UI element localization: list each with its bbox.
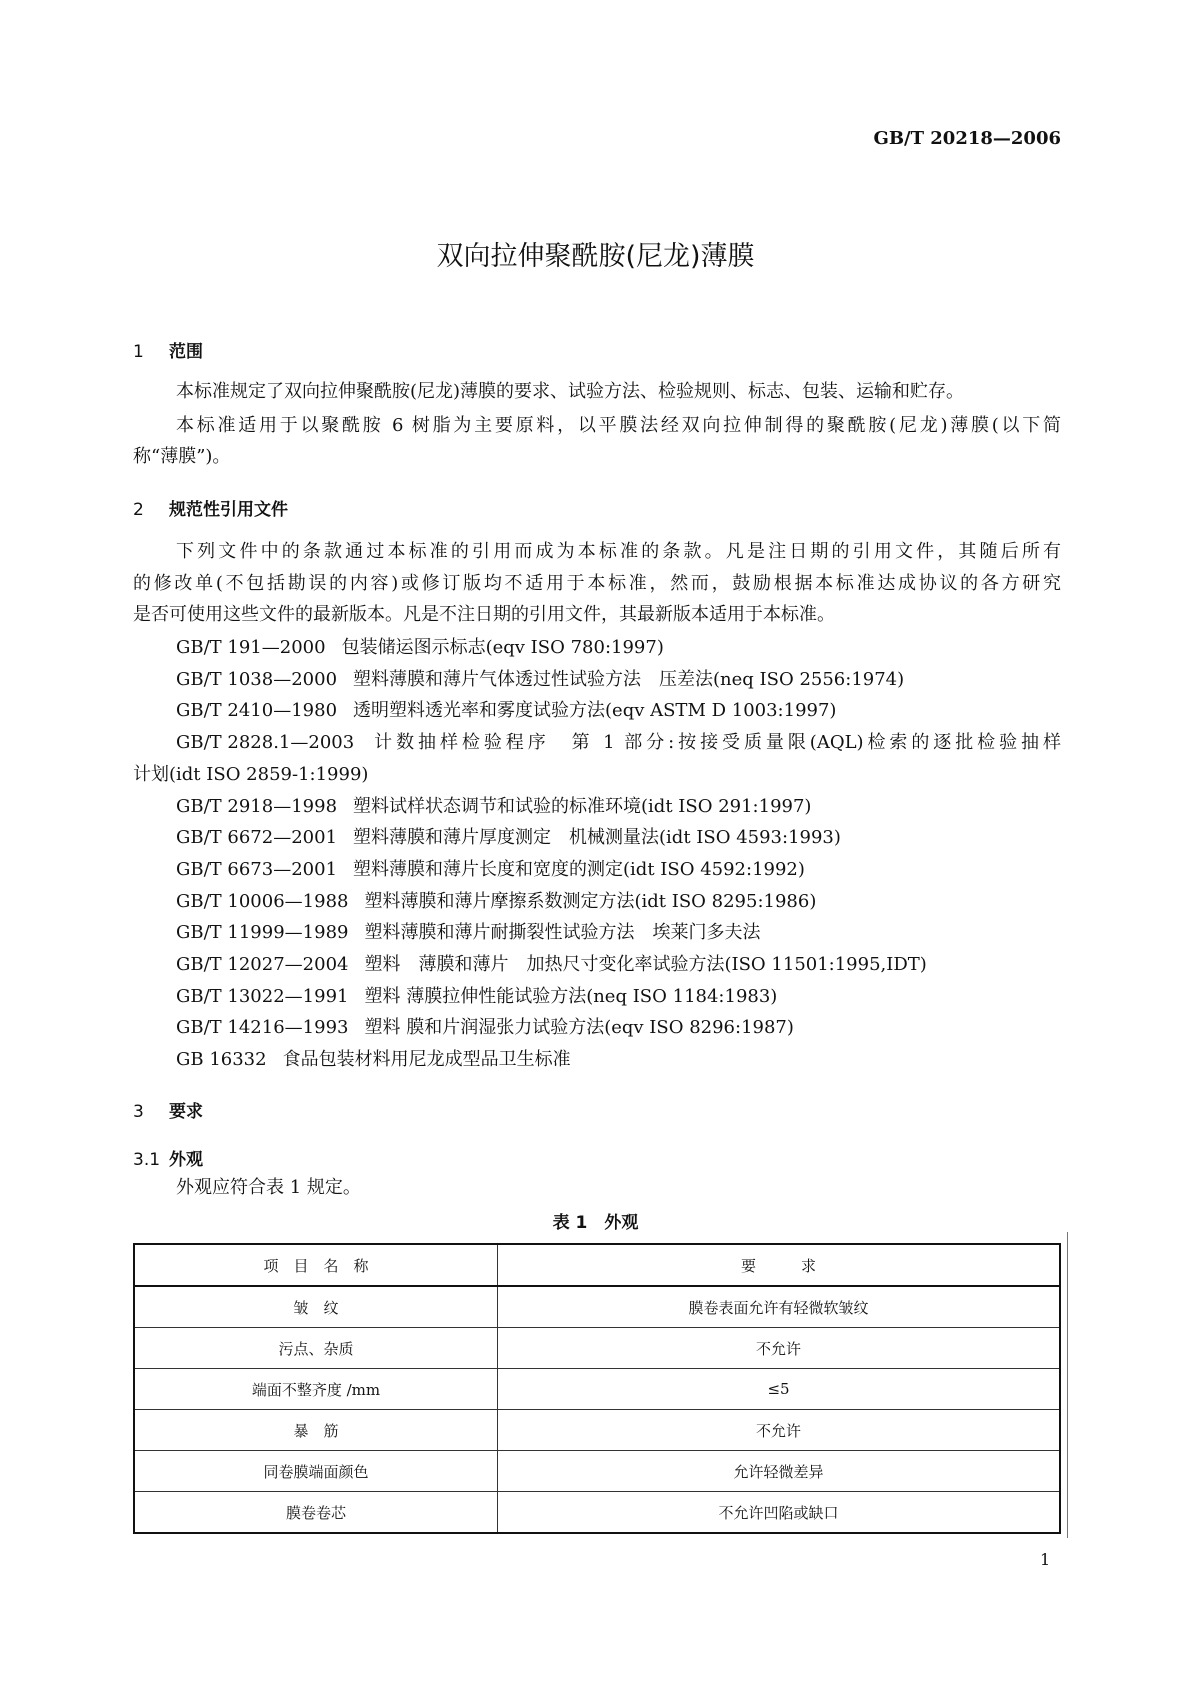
reference-title: 塑料薄膜和薄片长度和宽度的测定(idt ISO 4592:1992) [353, 858, 805, 880]
item-name: 皱 纹 [134, 1286, 498, 1328]
requirement: 膜卷表面允许有轻微软皱纹 [498, 1286, 1061, 1328]
reference-title: 包装储运图示标志(eqv ISO 780:1997) [341, 637, 664, 658]
reference-code: GB/T 6673—2001 [176, 858, 338, 880]
paragraph: 本标准规定了双向拉伸聚酰胺(尼龙)薄膜的要求、试验方法、检验规则、标志、包装、运输和贮存。 [176, 381, 965, 402]
table-caption: 表 1 外观 [552, 1213, 639, 1233]
column-header: 要 求 [498, 1244, 1061, 1286]
section-title: 范围 [169, 342, 203, 362]
reference-title: 透明塑料透光率和雾度试验方法(eqv ASTM D 1003:1997) [353, 700, 837, 722]
document-title: 双向拉伸聚酰胺(尼龙)薄膜 [436, 241, 755, 272]
requirement: ≤5 [498, 1369, 1061, 1410]
paragraph-line: 称“薄膜”)。 [133, 446, 231, 467]
table-row [134, 1451, 1060, 1492]
item-name: 端面不整齐度 /mm [134, 1369, 498, 1410]
table-row [134, 1492, 1060, 1534]
requirement: 不允许 [498, 1410, 1061, 1451]
reference-item [176, 636, 1061, 660]
reference-item [176, 858, 1061, 882]
reference-title: 塑料薄膜和薄片耐撕裂性试验方法 埃莱门多夫法 [364, 922, 761, 944]
requirement: 不允许凹陷或缺口 [498, 1492, 1061, 1534]
reference-item [176, 1016, 1061, 1040]
page-number: 1 [1040, 1550, 1051, 1569]
reference-title: 塑料薄膜和薄片气体透过性试验方法 压差法(neq ISO 2556:1974) [353, 668, 905, 690]
paragraph-line: 下列文件中的条款通过本标准的引用而成为本标准的条款。凡是注日期的引用文件，其随后所有 [176, 541, 1061, 562]
table-row [134, 1410, 1060, 1451]
standard-number: GB/T 20218—2006 [873, 128, 1061, 149]
section-title: 规范性引用文件 [169, 500, 288, 520]
section-1-heading [133, 337, 203, 362]
reference-title: 塑料薄膜和薄片厚度测定 机械测量法(idt ISO 4593:1993) [353, 827, 841, 849]
paragraph-line: 本标准适用于以聚酰胺 6 树脂为主要原料，以平膜法经双向拉伸制得的聚酰胺(尼龙)薄膜(以下简 [176, 415, 1061, 436]
appearance-table [133, 1243, 1061, 1534]
reference-code: GB/T 11999—1989 [176, 922, 349, 944]
table-row [134, 1369, 1060, 1410]
section-3-1-heading [133, 1145, 203, 1170]
table-row [134, 1328, 1060, 1369]
reference-item [176, 953, 1061, 977]
paragraph-line: 的修改单(不包括勘误的内容)或修订版均不适用于本标准，然而，鼓励根据本标准达成协议的各方研究 [133, 573, 1061, 594]
table-row [134, 1286, 1060, 1328]
reference-code: GB/T 13022—1991 [176, 985, 349, 1007]
reference-code: GB/T 14216—1993 [176, 1017, 349, 1039]
reference-code: GB 16332 [176, 1049, 267, 1071]
requirement: 允许轻微差异 [498, 1451, 1061, 1492]
item-name: 膜卷卷芯 [134, 1492, 498, 1534]
section-number: 1 [133, 342, 144, 362]
reference-title: 塑料 薄膜和薄片 加热尺寸变化率试验方法(ISO 11501:1995,IDT) [364, 954, 927, 975]
section-title: 要求 [169, 1102, 203, 1122]
reference-continuation: 计划(idt ISO 2859-1:1999) [133, 763, 369, 785]
reference-title: 塑料 薄膜拉伸性能试验方法(neq ISO 1184:1983) [364, 985, 778, 1007]
reference-title: 食品包装材料用尼龙成型品卫生标准 [282, 1049, 571, 1071]
item-name: 暴 筋 [134, 1410, 498, 1451]
reference-code: GB/T 1038—2000 [176, 668, 338, 690]
reference-item [176, 921, 1061, 945]
table-header-row [134, 1244, 1060, 1286]
reference-code: GB/T 2918—1998 [176, 795, 338, 817]
reference-title: 塑料薄膜和薄片摩擦系数测定方法(idt ISO 8295:1986) [364, 890, 817, 912]
reference-code: GB/T 6672—2001 [176, 827, 338, 849]
reference-title: 塑料试样状态调节和试验的标准环境(idt ISO 291:1997) [353, 795, 812, 817]
reference-code: GB/T 12027—2004 [176, 954, 349, 975]
column-header: 项 目 名 称 [134, 1244, 498, 1286]
reference-code: GB/T 2410—1980 [176, 700, 338, 722]
reference-item [176, 890, 1061, 914]
section-number: 3 [133, 1102, 144, 1122]
paragraph: 外观应符合表 1 规定。 [176, 1177, 361, 1198]
section-title: 外观 [169, 1150, 203, 1170]
margin-line [1067, 1232, 1068, 1538]
reference-code: GB/T 2828.1—2003 [176, 732, 355, 754]
item-name: 同卷膜端面颜色 [134, 1451, 498, 1492]
reference-item [176, 826, 1061, 850]
requirement: 不允许 [498, 1328, 1061, 1369]
reference-item [176, 795, 1061, 819]
section-3-heading [133, 1097, 203, 1122]
reference-item [176, 668, 1061, 692]
reference-item [176, 1048, 1061, 1072]
reference-title: 计数抽样检验程序 第 1 部分:按接受质量限(AQL)检索的逐批检验抽样 [370, 732, 1061, 754]
reference-item [176, 985, 1061, 1009]
paragraph-line: 是否可使用这些文件的最新版本。凡是不注日期的引用文件，其最新版本适用于本标准。 [133, 604, 835, 625]
item-name: 污点、杂质 [134, 1328, 498, 1369]
reference-code: GB/T 191—2000 [176, 637, 326, 658]
reference-title: 塑料 膜和片润湿张力试验方法(eqv ISO 8296:1987) [364, 1017, 794, 1039]
section-number: 2 [133, 500, 144, 520]
reference-code: GB/T 10006—1988 [176, 890, 349, 912]
section-number: 3.1 [133, 1150, 161, 1170]
section-2-heading [133, 495, 288, 520]
reference-item [176, 731, 1061, 755]
reference-item [176, 699, 1061, 723]
